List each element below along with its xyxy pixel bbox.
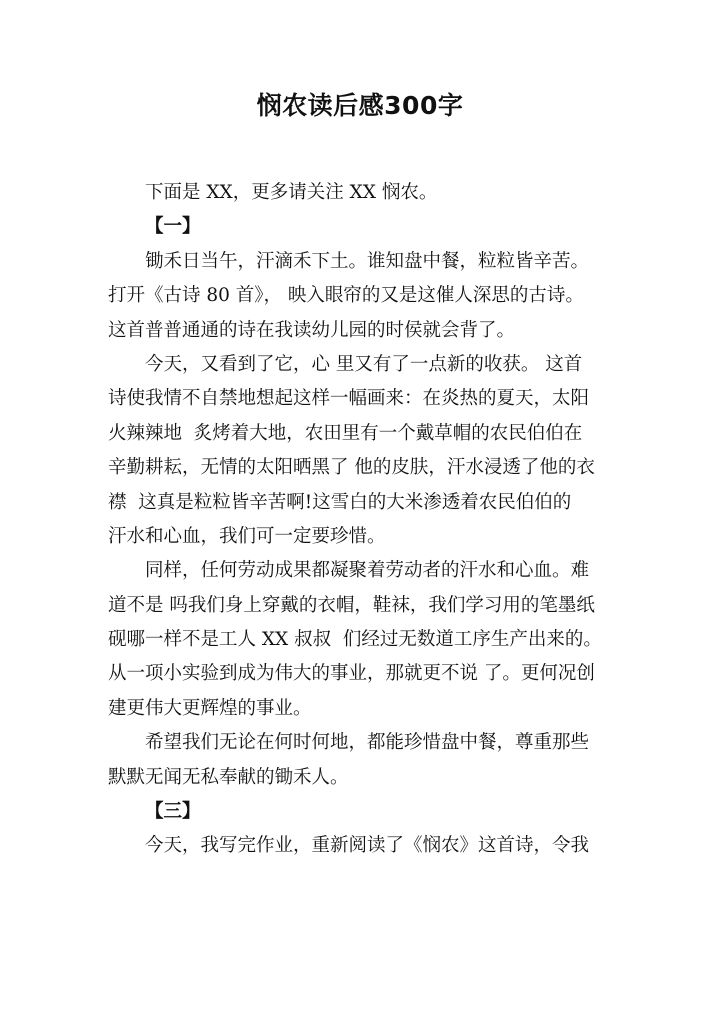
paragraph-line: 汗水和心血，我们可一定要珍惜。 <box>108 525 386 547</box>
section-heading: 【三】 <box>145 801 201 823</box>
paragraph-line: 下面是 XX，更多请关注 XX 悯农。 <box>145 182 438 203</box>
paragraph-line: 今天，又看到了它，心 里又有了一点新的收获。 这首 <box>145 353 583 375</box>
paragraph-line: 打开《古诗 80 首》， 映入眼帘的又是这催人深思的古诗。 <box>108 285 584 307</box>
paragraph-line: 同样，任何劳动成果都凝聚着劳动者的汗水和心血。难 <box>145 560 590 582</box>
document-body <box>108 176 610 864</box>
paragraph-line: 希望我们无论在何时何地，都能珍惜盘中餐，尊重那些 <box>145 732 590 754</box>
paragraph-line: 锄禾日当午，汗滴禾下土。谁知盘中餐，粒粒皆辛苦。 <box>145 250 590 272</box>
paragraph-line: 这首普普通通的诗在我读幼儿园的时侯就会背了。 <box>108 319 516 341</box>
paragraph-line: 默默无闻无私奉献的锄禾人。 <box>108 766 349 788</box>
paragraph-line: 道不是 吗我们身上穿戴的衣帽，鞋袜，我们学习用的笔墨纸 <box>108 594 595 616</box>
paragraph-line: 砚哪一样不是工人 XX 叔叔 们经过无数道工序生产出来的。 <box>108 629 602 651</box>
paragraph-line: 建更伟大更辉煌的事业。 <box>108 697 312 719</box>
paragraph-line: 辛勤耕耘，无情的太阳晒黑了 他的皮肤，汗水浸透了他的衣 <box>108 457 595 479</box>
paragraph-line: 火辣辣地 炙烤着大地，农田里有一个戴草帽的农民伯伯在 <box>108 422 583 444</box>
section-heading: 【一】 <box>145 216 201 238</box>
paragraph-line: 诗使我情不自禁地想起这样一幅画来：在炎热的夏天，太阳 <box>108 388 590 410</box>
paragraph-line: 从一项小实验到成为伟大的事业，那就更不说 了。更何况创 <box>108 663 595 685</box>
paragraph-line: 今天，我写完作业，重新阅读了《悯农》这首诗，令我 <box>145 835 590 857</box>
paragraph-line: 襟 这真是粒粒皆辛苦啊!这雪白的大米渗透着农民伯伯的 <box>108 491 572 513</box>
document-title: 悯农读后感300字 <box>256 91 464 120</box>
